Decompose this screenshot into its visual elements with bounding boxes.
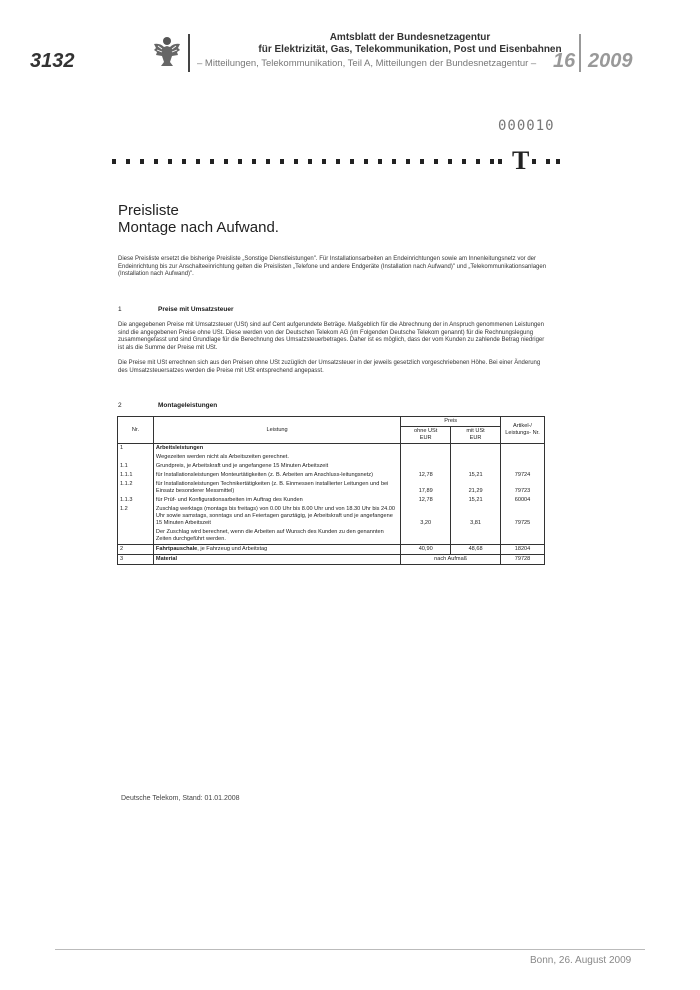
row-nr: 1.1.1 <box>118 471 154 480</box>
row-ohne: 40,90 <box>401 545 451 555</box>
row-mit <box>451 528 501 545</box>
row-ohne <box>401 462 451 471</box>
section2-number: 2 <box>118 402 122 409</box>
header-mit-ust-unit: EUR <box>469 435 482 441</box>
table-row <box>118 462 545 471</box>
table-row <box>118 444 545 454</box>
header-preis: Preis <box>401 417 501 427</box>
row-nr: 1 <box>118 444 154 454</box>
row-mit: 48,68 <box>451 545 501 555</box>
issue-number: 16 <box>553 50 576 72</box>
issue-divider <box>579 34 581 72</box>
section1-paragraph2: Die Preise mit USt errechnen sich aus den Preisen ohne USt zuzüglich der Umsatzsteuer in der jeweils gesetzlich vorgeschriebenen Höhe. Bei einer Änderung des Umsatzsteuersatzes werden die Preise mit USt entsprechend angepasst. <box>118 360 541 374</box>
row-mit: 15,21 <box>451 496 501 505</box>
footer-date: Bonn, 26. August 2009 <box>530 955 632 966</box>
table-row <box>118 555 545 565</box>
header-ohne-ust <box>401 427 451 444</box>
publication-title-line1: Amtsblatt der Bundesnetzagentur <box>329 32 491 43</box>
document-title-line2: Montage nach Aufwand. <box>118 219 279 236</box>
row-text: für Installationsleistungen Monteurtätigkeiten (z. B. Arbeiten am Anschluss-leitungsnetz) <box>153 471 400 480</box>
row-mit: 21,29 <box>451 480 501 496</box>
row-text: Zuschlag werktags (montags bis freitags) von 0.00 Uhr bis 8.00 Uhr und von 18.30 Uhr bis 24.00 Uhr sowie samstags, sonntags und an Feiertagen ganztägig, je Arbeitskraft und je angefangene 15 Minuten Arbeitszeit <box>153 505 400 528</box>
row-mit <box>451 453 501 462</box>
table-row <box>118 480 545 496</box>
row-text: Der Zuschlag wird berechnet, wenn die Arbeiten auf Wunsch des Kunden zu den genannten Zeiten durchgeführt werden. <box>153 528 400 545</box>
row-art: 60004 <box>501 496 545 505</box>
row-art <box>501 462 545 471</box>
row-art <box>501 453 545 462</box>
page-number: 3132 <box>30 50 75 72</box>
row-text-suffix: , je Fahrzeug und Arbeitstag <box>197 546 268 552</box>
header-leistung: Leistung <box>153 417 400 444</box>
row-nr <box>118 528 154 545</box>
header-mit-ust <box>451 427 501 444</box>
row-mit: 15,21 <box>451 471 501 480</box>
header-nr: Nr. <box>118 417 154 444</box>
row-text: für Prüf- und Konfigurationsarbeiten im Auftrag des Kunden <box>153 496 400 505</box>
row-text: Fahrtpauschale <box>155 546 198 552</box>
header-ohne-ust-unit: EUR <box>419 435 432 441</box>
table-row <box>118 545 545 555</box>
publication-subtitle: – Mitteilungen, Telekommunikation, Teil A, Mitteilungen der Bundesnetzagentur – <box>197 58 537 69</box>
header-mit-ust-label: mit USt <box>466 428 485 434</box>
row-text: Material <box>153 555 400 565</box>
telekom-logo: T <box>512 146 530 175</box>
row-text-cell <box>153 545 400 555</box>
header-divider <box>188 34 190 72</box>
row-mit: 3,81 <box>451 505 501 528</box>
row-art <box>501 444 545 454</box>
table-row <box>118 453 545 462</box>
publication-title-line2: für Elektrizität, Gas, Telekommunikation, Post und Eisenbahnen <box>258 44 562 55</box>
row-ohne: 12,78 <box>401 471 451 480</box>
row-ohne <box>401 453 451 462</box>
row-text: für Installationsleistungen Technikertätigkeiten (z. B. Einmessen installierter Leitungen und bei Einsatz besonderer Messmittel) <box>153 480 400 496</box>
row-nr <box>118 453 154 462</box>
dotted-rule <box>112 158 560 166</box>
row-price-span: nach Aufmaß <box>401 555 501 565</box>
row-nr: 1.1 <box>118 462 154 471</box>
row-nr: 1.2 <box>118 505 154 528</box>
source-note: Deutsche Telekom, Stand: 01.01.2008 <box>121 795 240 802</box>
row-mit <box>451 444 501 454</box>
row-ohne: 3,20 <box>401 505 451 528</box>
table-row <box>118 505 545 528</box>
row-text: Arbeitsleistungen <box>153 444 400 454</box>
section1-number: 1 <box>118 306 122 313</box>
row-art: 79725 <box>501 505 545 528</box>
row-ohne <box>401 528 451 545</box>
page-stamp: 000010 <box>498 118 555 134</box>
row-art: 18204 <box>501 545 545 555</box>
section1-paragraph1: Die angegebenen Preise mit Umsatzsteuer (USt) sind auf Cent aufgerundete Beträge. Maßgeblich für die Abrechnung der in Anspruch genommenen Leistungen sind die angegebenen Preise ohne USt. Diese werden von der Deutschen Telekom AG (im Folgenden Deutsche Telekom genannt) für die Rechnungslegung zusammengefasst und sind Grundlage für die Berechnung des Umsatzsteuerbetrages. Daher ist es möglich, dass der vom Kunden zu zahlende Betrag niedriger ist als die Summe der Preise mit USt. <box>118 322 545 351</box>
row-nr: 3 <box>118 555 154 565</box>
table-row <box>118 528 545 545</box>
table-row <box>118 471 545 480</box>
intro-paragraph: Diese Preisliste ersetzt die bisherige Preisliste „Sonstige Dienstleistungen". Für Installationsarbeiten an Endeinrichtungen sowie am Innenleitungsnetz vor der Endeinrichtung bis zur Anschalteeinrichtung gelten die Preislisten „Telefone und andere Endgeräte (Installation nach Aufwand)" und „Telekommunikationsanlagen (Installation nach Aufwand)". <box>118 256 547 277</box>
table-row <box>118 496 545 505</box>
row-nr: 1.1.2 <box>118 480 154 496</box>
document-title-line1: Preisliste <box>118 202 179 219</box>
row-ohne: 17,89 <box>401 480 451 496</box>
row-mit <box>451 462 501 471</box>
header-ohne-ust-label: ohne USt <box>414 428 438 434</box>
row-text: Wegezeiten werden nicht als Arbeitszeiten gerechnet. <box>153 453 400 462</box>
row-ohne <box>401 444 451 454</box>
row-nr: 1.1.3 <box>118 496 154 505</box>
row-art: 79723 <box>501 480 545 496</box>
header-artikel: Artikel-/ Leistungs- Nr. <box>501 417 545 444</box>
section2-title: Montageleistungen <box>158 402 218 409</box>
section1-title: Preise mit Umsatzsteuer <box>158 306 234 313</box>
footer-rule <box>55 949 645 950</box>
row-art: 79724 <box>501 471 545 480</box>
row-art <box>501 528 545 545</box>
federal-eagle-icon <box>150 34 184 68</box>
row-art: 79728 <box>501 555 545 565</box>
document-title <box>118 202 279 236</box>
row-nr: 2 <box>118 545 154 555</box>
price-table <box>117 416 545 565</box>
issue-year: 2009 <box>588 50 633 72</box>
row-ohne: 12,78 <box>401 496 451 505</box>
row-text: Grundpreis, je Arbeitskraft und je angefangene 15 Minuten Arbeitszeit <box>153 462 400 471</box>
